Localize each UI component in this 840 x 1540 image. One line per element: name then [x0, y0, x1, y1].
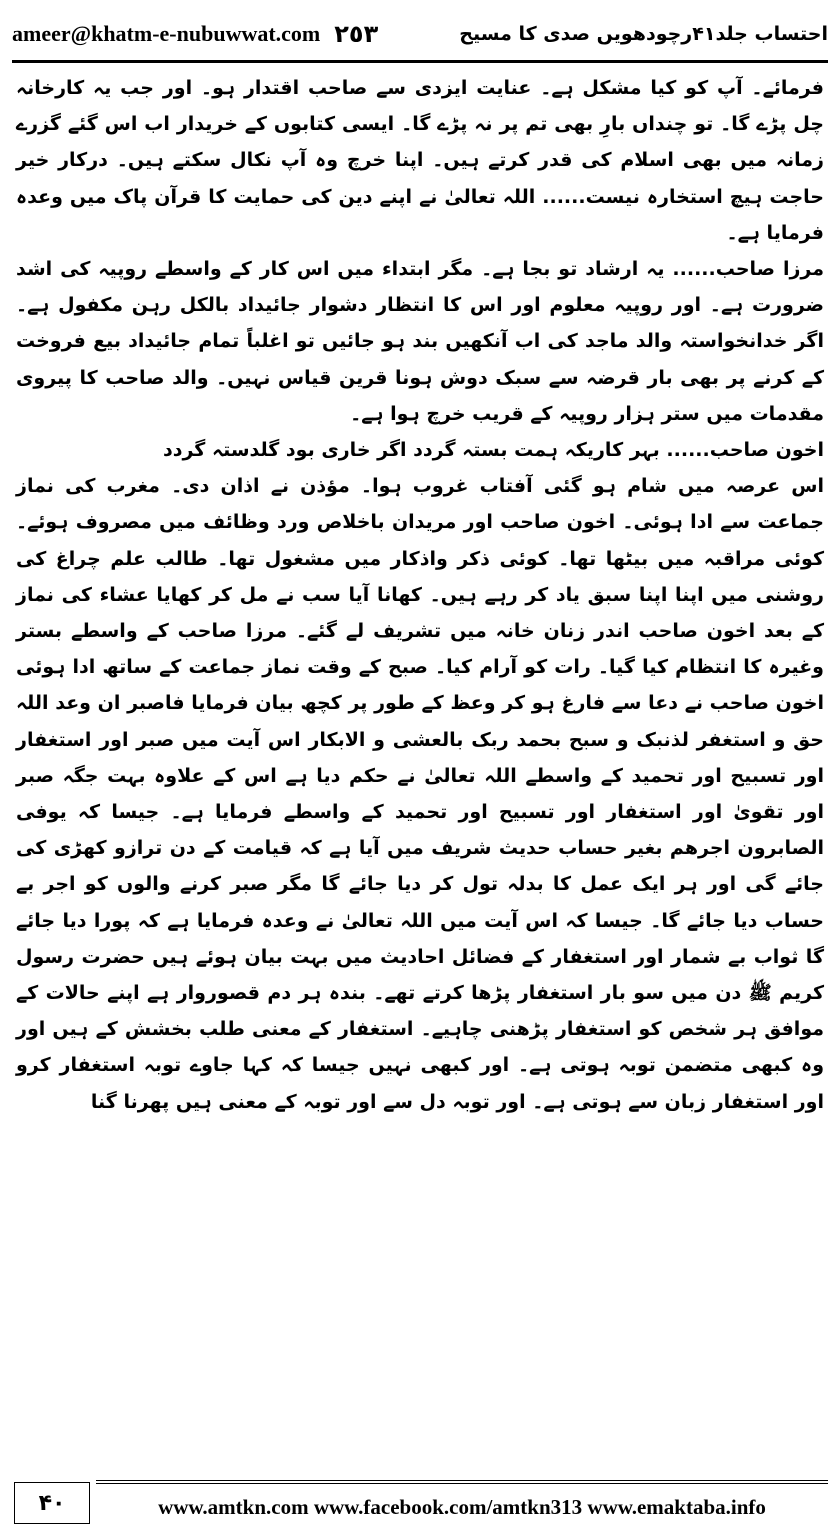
paragraph-4: اس عرصہ میں شام ہو گئی آفتاب غروب ہوا۔ مؤذن نے اذان دی۔ مغرب کی نماز جماعت سے ادا ہوئی۔ اخون صاحب اور مریدان باخلاص ورد وظائف میں مصروف ہوئے۔ کوئی مراقبہ میں بیٹھا تھا۔ کوئی ذکر واذکار میں مشغول تھا۔ طالب علم چراغ کی روشنی میں اپنا اپنا سبق یاد کر رہے ہیں۔ کھانا آیا سب نے مل کر کھایا عشاء کی نماز کے بعد اخون صاحب اندر زنان خانہ میں تشریف لے گئے۔ مرزا صاحب کے واسطے بستر وغیرہ کا انتظام کیا گیا۔ رات کو آرام کیا۔ صبح کے وقت نماز جماعت کے ساتھ ادا ہوئی اخون صاحب نے دعا سے فارغ ہو کر وعظ کے طور پر کچھ بیان فرمایا فاصبر ان وعد اللہ حق و استغفر لذنبک و سبح بحمد ربک بالعشی و الابکار اس آیت میں صبر اور استغفار اور تسبیح اور تحمید کے واسطے اللہ تعالیٰ نے حکم دیا ہے اس کے علاوہ بہت جگہ صبر اور تقویٰ اور استغفار اور تسبیح اور تحمید کے واسطے فرمایا ہے۔ جیسا کہ یوفی الصابرون اجرھم بغیر حساب حدیث شریف میں آیا ہے کہ قیامت کے دن ترازو کھڑی کی جائے گی اور ہر ایک عمل کا بدلہ تول کر دیا جائے گا مگر صبر کرنے والوں کو اجر بے حساب دیا جائے گا۔ جیسا کہ اس آیت میں اللہ تعالیٰ نے وعدہ فرمایا ہے کہ پورا دیا جائے گا ثواب بے شمار اور استغفار کے فضائل احادیث میں بہت بیان ہوئے ہیں حضرت رسول کریم ﷺ دن میں سو بار استغفار پڑھا کرتے تھے۔ بندہ ہر دم قصوروار ہے اپنے حالات کے موافق ہر شخص کو استغفار پڑھنی چاہیے۔ استغفار کے معنی طلب بخشش کے ہیں اور وہ کبھی متضمن توبہ ہوتی ہے۔ اور کبھی نہیں جیسا کہ کہا جاوے توبہ استغفار کرو اور استغفار زبان سے ہوتی ہے۔ اور توبہ دل سے اور توبہ کے معنی ہیں پھرنا گنا: [16, 475, 824, 1113]
header-divider: [12, 60, 828, 63]
paragraph-2: مرزا صاحب...... یہ ارشاد تو بجا ہے۔ مگر ابتداء میں اس کار کے واسطے روپیہ کی اشد ضرورت ہے۔ اور روپیہ معلوم اور اس کا انتظار دشوار جائیداد بالکل رہن مکفول ہے۔ اگر خدانخواستہ والد ماجد کی اب آنکھیں بند ہو جائیں تو اغلباً تمام جائیداد بیع فروخت کے کرنے پر بھی بار قرضہ سے سبک دوش ہونا قرین قیاس نہیں۔ والد صاحب کا پیروی مقدمات میں ستر ہزار روپیہ کے قریب خرچ ہوا ہے۔: [16, 258, 824, 425]
paragraph-3: اخون صاحب...... بہر کاریکہ ہمت بستہ گردد اگر خاری بود گلدستہ گردد: [162, 439, 824, 462]
footer-page-number: ۴۰: [14, 1482, 90, 1524]
header-page-number: ٢٥٣: [334, 20, 379, 48]
page-body: [16, 70, 824, 1120]
paragraph-1: فرمائے۔ آپ کو کیا مشکل ہے۔ عنایت ایزدی سے صاحب اقتدار ہو۔ اور جب یہ کارخانہ چل پڑے گا۔ تو چنداں بارِ بھی تم پر نہ پڑے گا۔ ایسی کتابوں کے خریدار اب اس گئے گزرے زمانہ میں بھی اسلام کی قدر کرتے ہیں۔ اپنا خرچ وہ آپ نکال سکتے ہیں۔ درکار خیر حاجت ہیچ استخارہ نیست...... اللہ تعالیٰ نے اپنے دین کی حمایت کا قرآن پاک میں وعدہ فرمایا ہے۔: [16, 77, 824, 244]
header-book-title: احتساب جلد۴۱رچودھویں صدی کا مسیح: [459, 23, 828, 45]
header-email: ameer@khatm-e-nubuwwat.com: [12, 21, 321, 46]
footer-urls[interactable]: www.amtkn.com www.facebook.com/amtkn313 www.emaktaba.info: [158, 1494, 766, 1519]
page-header: [12, 14, 828, 54]
header-left: [12, 20, 378, 48]
footer-bar: [96, 1480, 828, 1530]
